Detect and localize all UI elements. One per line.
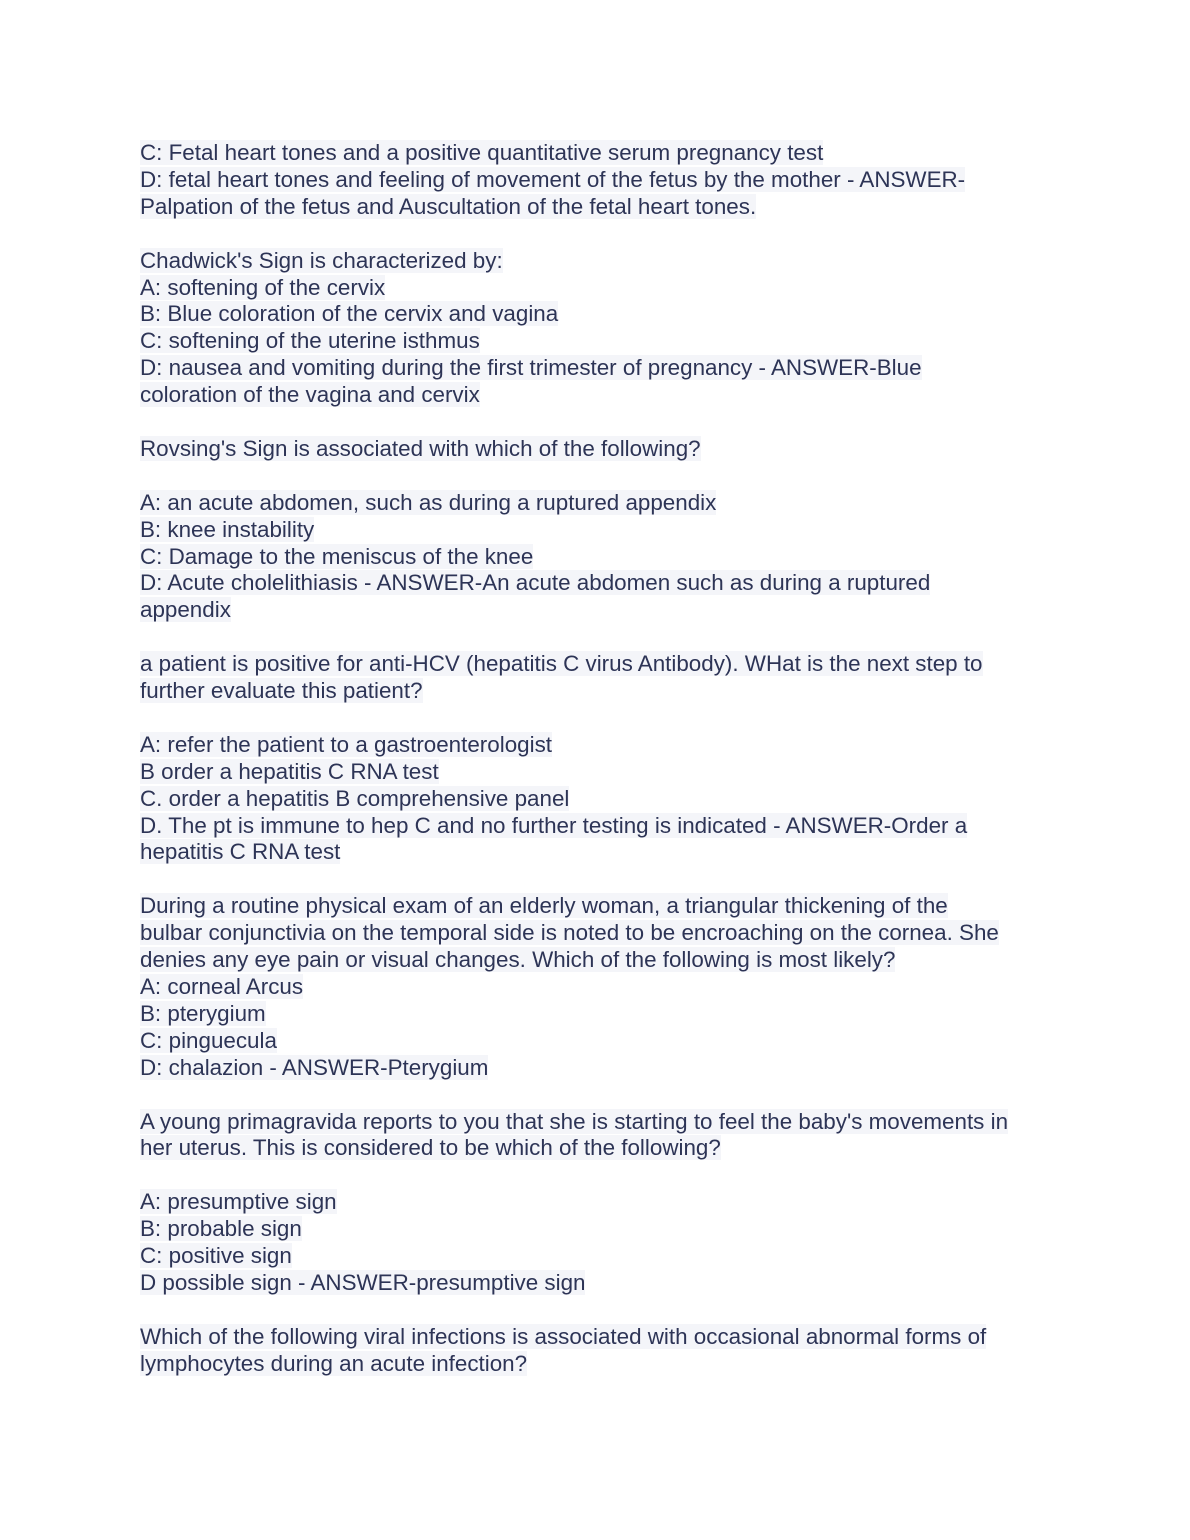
paragraph-gap <box>140 221 1060 248</box>
text-block <box>140 436 1060 463</box>
text-block <box>140 248 1060 409</box>
text-line: appendix <box>140 597 231 623</box>
text-line: C. order a hepatitis B comprehensive panel <box>140 785 570 811</box>
text-line: A: presumptive sign <box>140 1189 337 1215</box>
text-block <box>140 893 1060 1081</box>
text-line: Which of the following viral infections is associated with occasional abnormal forms of <box>140 1323 987 1349</box>
text-line: D. The pt is immune to hep C and no further testing is indicated - ANSWER-Order a <box>140 812 968 838</box>
text-block <box>140 1324 1060 1378</box>
text-line: A: refer the patient to a gastroenterologist <box>140 731 552 757</box>
text-line: A: an acute abdomen, such as during a ruptured appendix <box>140 489 717 515</box>
paragraph-gap <box>140 1162 1060 1189</box>
text-line: denies any eye pain or visual changes. Which of the following is most likely? <box>140 947 896 973</box>
text-line: coloration of the vagina and cervix <box>140 382 480 408</box>
text-line: Rovsing's Sign is associated with which of the following? <box>140 435 701 461</box>
text-line: further evaluate this patient? <box>140 678 423 704</box>
text-line: C: pinguecula <box>140 1027 277 1053</box>
paragraph-gap <box>140 1297 1060 1324</box>
text-line: lymphocytes during an acute infection? <box>140 1350 528 1376</box>
paragraph-gap <box>140 1082 1060 1109</box>
text-line: C: Damage to the meniscus of the knee <box>140 543 534 569</box>
paragraph-gap <box>140 866 1060 893</box>
text-line: D possible sign - ANSWER-presumptive sign <box>140 1269 586 1295</box>
text-line: B: probable sign <box>140 1216 302 1242</box>
paragraph-gap <box>140 409 1060 436</box>
text-line: D: fetal heart tones and feeling of movement of the fetus by the mother - ANSWER- <box>140 166 966 192</box>
text-line: bulbar conjunctivia on the temporal side is noted to be encroaching on the cornea. She <box>140 920 999 946</box>
text-block <box>140 651 1060 705</box>
text-block <box>140 732 1060 867</box>
text-line: her uterus. This is considered to be which of the following? <box>140 1135 721 1161</box>
text-line: B: Blue coloration of the cervix and vagina <box>140 301 559 327</box>
paragraph-gap <box>140 624 1060 651</box>
text-line: hepatitis C RNA test <box>140 839 341 865</box>
text-line: D: Acute cholelithiasis - ANSWER-An acute abdomen such as during a ruptured <box>140 570 931 596</box>
text-line: A young primagravida reports to you that she is starting to feel the baby's movements in <box>140 1108 1009 1134</box>
text-line: A: softening of the cervix <box>140 274 386 300</box>
text-line: C: Fetal heart tones and a positive quantitative serum pregnancy test <box>140 140 824 165</box>
document-page <box>140 140 1060 1378</box>
paragraph-gap <box>140 705 1060 732</box>
text-line: During a routine physical exam of an elderly woman, a triangular thickening of the <box>140 893 948 919</box>
text-line: A: corneal Arcus <box>140 974 304 999</box>
text-line: a patient is positive for anti-HCV (hepatitis C virus Antibody). WHat is the next step to <box>140 651 983 677</box>
text-line: B: knee instability <box>140 516 315 542</box>
text-line: C: softening of the uterine isthmus <box>140 328 480 354</box>
text-line: Palpation of the fetus and Auscultation of the fetal heart tones. <box>140 193 757 219</box>
text-block <box>140 490 1060 625</box>
text-line: D: chalazion - ANSWER-Pterygium <box>140 1054 489 1080</box>
text-line: C: positive sign <box>140 1243 292 1269</box>
text-line: B order a hepatitis C RNA test <box>140 758 439 784</box>
text-line: D: nausea and vomiting during the first trimester of pregnancy - ANSWER-Blue <box>140 355 922 381</box>
text-line: B: pterygium <box>140 1000 266 1026</box>
text-block <box>140 1109 1060 1163</box>
text-block <box>140 1189 1060 1297</box>
text-block <box>140 140 1060 221</box>
text-line: Chadwick's Sign is characterized by: <box>140 247 503 273</box>
paragraph-gap <box>140 463 1060 490</box>
